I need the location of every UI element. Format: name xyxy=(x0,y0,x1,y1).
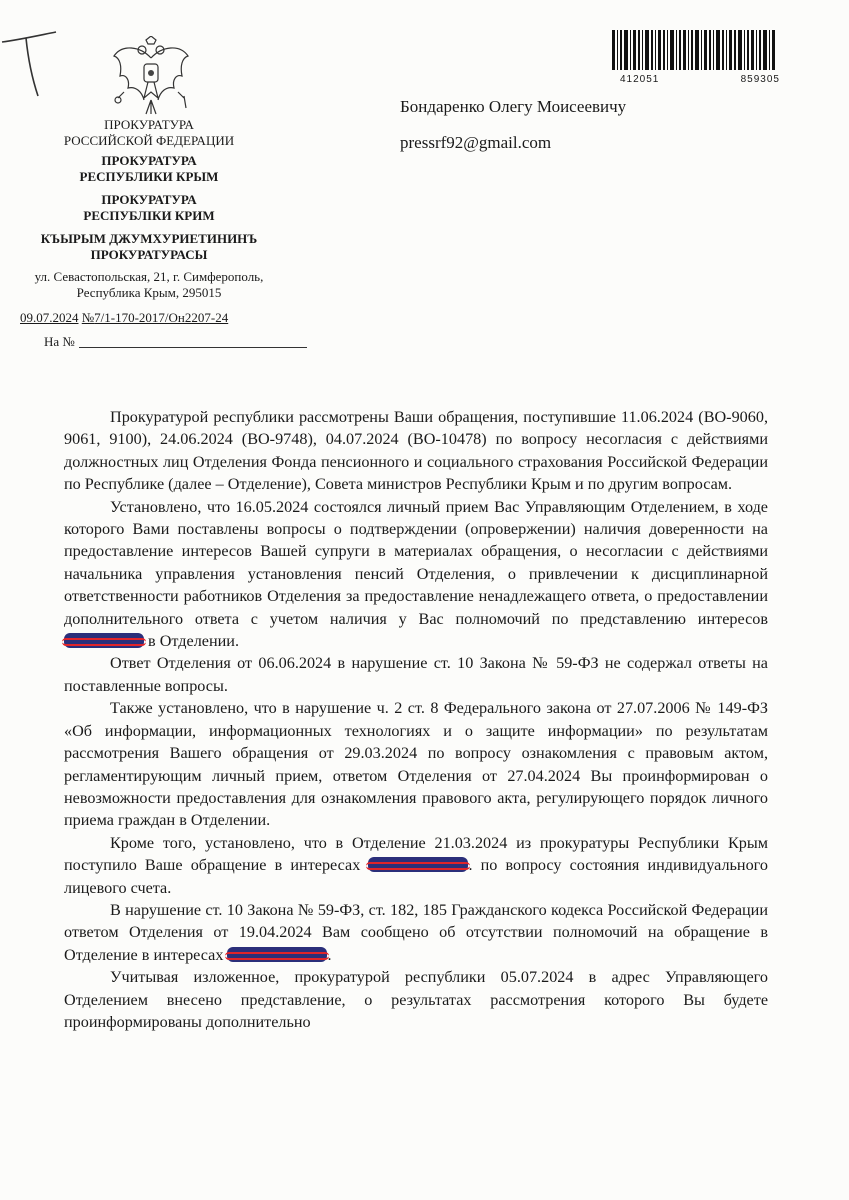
paragraph-7: Учитывая изложенное, прокуратурой республики 05.07.2024 в адрес Управляющего Отделением внесено представление, о результатах рассмотрения которого Вы будете проинформированы дополнительно xyxy=(64,968,768,1031)
paragraph-2-tail: в Отделении. xyxy=(148,632,240,651)
sender-ua-name-line2: РЕСПУБЛІКИ КРИМ xyxy=(83,208,215,223)
paragraph-5 xyxy=(64,832,768,899)
incoming-blank-line xyxy=(79,347,307,348)
recipient-email: pressrf92@gmail.com xyxy=(400,133,552,152)
redaction-mark xyxy=(64,633,144,648)
sender-address-line1: ул. Севастопольская, 21, г. Симферополь, xyxy=(34,269,264,284)
paragraph-2 xyxy=(64,496,768,653)
incoming-reference xyxy=(44,334,307,350)
paragraph-3: Ответ Отделения от 06.06.2024 в нарушение ст. 10 Закона № 59-ФЗ не содержал ответы на поставленные вопросы. xyxy=(64,654,768,695)
paragraph-6 xyxy=(64,899,768,966)
paragraph-1: Прокуратурой республики рассмотрены Ваши обращения, поступившие 11.06.2024 (ВО-9060, 9061, 9100), 24.06.2024 (ВО-9748), 04.07.2024 (ВО-10478) по вопросу несогласия с действиями должностных лиц Отделения Фонда пенсионного и социального страхования Российской Федерации по Республике (далее – Отделение), Совета министров Республики Крым и по другим вопросам. xyxy=(64,408,768,494)
paragraph-5-text: Кроме того, установлено, что в Отделение 21.03.2024 из прокуратуры Республики Крым поступило Ваше обращение в интересах xyxy=(64,833,768,875)
outgoing-number: 7/1-170-2017/Он2207-24 xyxy=(94,310,229,325)
paragraph-4: Также установлено, что в нарушение ч. 2 ст. 8 Федерального закона от 27.07.2006 № 149-ФЗ «Об информации, информационных технологиях и о защите информации» по результатам рассмотрения Вашего обращения от 29.03.2024 по вопросу ознакомления с правовым актом, регламентирующим личный прием, ответом Отделения от 27.04.2024 Вы проинформирован о невозможности предоставления для ознакомления правового акта, регулирующего порядок личного приема граждан в Отделении. xyxy=(64,699,768,830)
barcode-numbers xyxy=(620,74,780,85)
sender-ua-name-line1: ПРОКУРАТУРА xyxy=(101,192,197,207)
barcode xyxy=(612,30,777,78)
letter-body xyxy=(64,406,768,1033)
redaction-mark xyxy=(368,857,468,872)
recipient-name: Бондаренко Олегу Моисеевичу xyxy=(400,97,627,116)
sender-org-line1: ПРОКУРАТУРА xyxy=(104,117,194,132)
sender-ru-name-line1: ПРОКУРАТУРА xyxy=(101,153,197,168)
barcode-left-number: 412051 xyxy=(620,74,660,85)
sender-ru-name-line2: РЕСПУБЛИКИ КРЫМ xyxy=(79,169,219,184)
paragraph-5-tail: . по вопросу состояния индивидуального лицевого счета. xyxy=(64,856,768,897)
outgoing-reference xyxy=(20,310,228,326)
outgoing-number-sign: № xyxy=(81,310,95,325)
incoming-label: На № xyxy=(44,334,75,349)
barcode-right-number: 859305 xyxy=(740,74,780,85)
coat-of-arms-icon xyxy=(110,36,192,116)
redaction-mark xyxy=(227,947,327,962)
paragraph-6-text: В нарушение ст. 10 Закона № 59-ФЗ, ст. 182, 185 Гражданского кодекса Российской Федерации ответом Отделения от 19.04.2024 Вам сообщено об отсутствии полномочий на обращение в Отделение в интересах xyxy=(64,900,768,964)
paragraph-6-tail: . xyxy=(327,945,332,964)
handwritten-mark xyxy=(0,28,60,98)
sender-address-line2: Республика Крым, 295015 xyxy=(76,285,222,300)
sender-org-line2: РОССИЙСКОЙ ФЕДЕРАЦИИ xyxy=(63,133,235,148)
paragraph-2-text: Установлено, что 16.05.2024 состоялся личный прием Вас Управляющим Отделением, в ходе которого Вами поставлены вопросы о подтверждении (опровержении) наличия доверенности на предоставление интересов Вашей супруги в материалах обращения, о несогласии с действиями начальника управления установления пенсий Отделения, о привлечении к дисциплинарной ответственности работников Отделения за предоставление ненадлежащего ответа, о предоставлении дополнительного ответа с учетом наличия у Вас полномочий по представлению интересов xyxy=(64,497,768,628)
sender-crh-name-line1: КЪЫРЫМ ДЖУМХУРИЕТИНИНЪ xyxy=(40,231,258,246)
sender-crh-name-line2: ПРОКУРАТУРАСЫ xyxy=(90,247,208,262)
outgoing-date: 09.07.2024 xyxy=(20,310,79,325)
